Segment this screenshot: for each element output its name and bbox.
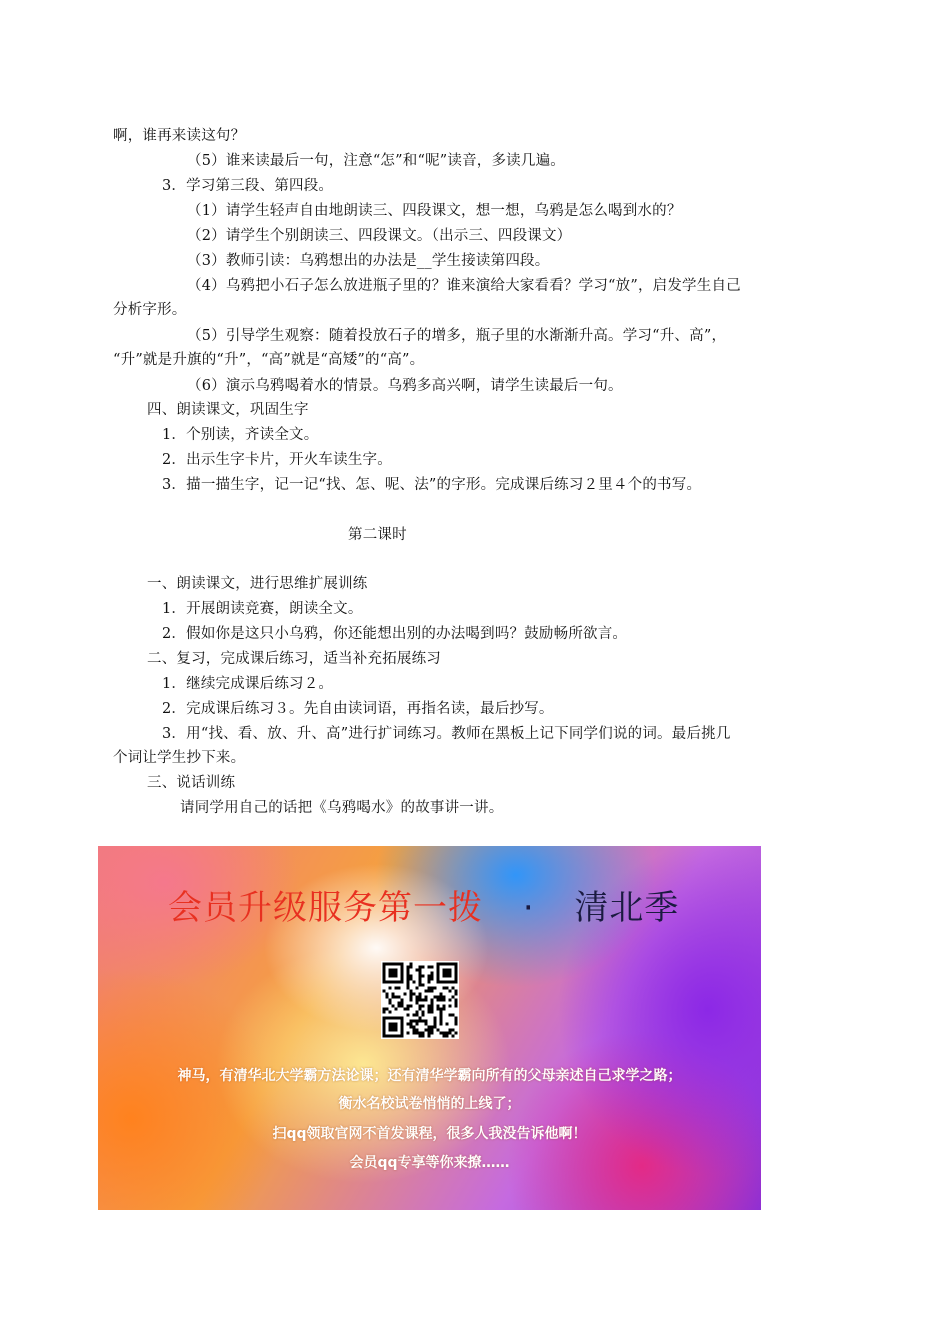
doc-line: 3．用“找、看、放、升、高”进行扩词练习。教师在黑板上记下同学们说的词。最后挑几 xyxy=(162,726,731,742)
doc-line: （5）引导学生观察：随着投放石子的增多，瓶子里的水渐渐升高。学习“升、高”， xyxy=(187,328,727,344)
qr-code-icon[interactable] xyxy=(381,961,459,1039)
doc-line: 1．开展朗读竞赛，朗读全文。 xyxy=(162,601,363,617)
section-heading: 三、说话训练 xyxy=(147,775,236,791)
doc-line: （5）谁来读最后一句，注意“怎”和“呢”读音，多读几遍。 xyxy=(187,153,565,169)
section-heading: 一、朗读课文，进行思维扩展训练 xyxy=(147,576,368,592)
doc-line: 2．完成课后练习３。先自由读词语，再指名读，最后抄写。 xyxy=(162,701,554,717)
doc-line: （2）请学生个别朗读三、四段课文。（出示三、四段课文） xyxy=(187,228,572,244)
doc-line: “升”就是升旗的“升”，“高”就是“高矮”的“高”。 xyxy=(113,352,425,368)
doc-line: （6）演示乌鸦喝着水的情景。乌鸦多高兴啊，请学生读最后一句。 xyxy=(187,378,623,394)
doc-line: 啊，谁再来读这句？ xyxy=(113,128,246,144)
doc-line: （1）请学生轻声自由地朗读三、四段课文，想一想，乌鸦是怎么喝到水的？ xyxy=(187,203,682,219)
doc-line: （3）教师引读：乌鸦想出的办法是__学生接读第四段。 xyxy=(187,253,550,269)
banner-title-main: 会员升级服务第一拨 xyxy=(168,888,483,928)
banner-title xyxy=(168,886,679,930)
promo-banner[interactable] xyxy=(98,846,761,1210)
doc-line: 3．学习第三段、第四段。 xyxy=(162,178,334,194)
doc-line: 请同学用自己的话把《乌鸦喝水》的故事讲一讲。 xyxy=(180,800,504,816)
section-heading: 二、复习，完成课后练习，适当补充拓展练习 xyxy=(147,651,441,667)
doc-line: （4）乌鸦把小石子怎么放进瓶子里的？谁来演给大家看看？学习“放”，启发学生自己 xyxy=(187,278,741,294)
lesson-title: 第二课时 xyxy=(348,527,407,543)
banner-title-season: 清北季 xyxy=(574,888,680,928)
banner-sub-line: 会员qq专享等你来撩…… xyxy=(349,1155,510,1171)
doc-line: 3．描一描生字，记一记“找、怎、呢、法”的字形。完成课后练习２里４个的书写。 xyxy=(162,477,702,493)
doc-line: 个词让学生抄下来。 xyxy=(113,750,246,766)
banner-sub-line: 神马，有清华北大学霸方法论课；还有清华学霸向所有的父母亲述自己求学之路； xyxy=(177,1068,682,1084)
doc-line: 1．继续完成课后练习２。 xyxy=(162,676,334,692)
banner-sub-line: 扫qq领取官网不首发课程，很多人我没告诉他啊！ xyxy=(272,1126,587,1142)
banner-title-separator: · xyxy=(522,888,535,928)
doc-line: 1．个别读，齐读全文。 xyxy=(162,427,319,443)
doc-line: 2．假如你是这只小乌鸦，你还能想出别的办法喝到吗？鼓励畅所欲言。 xyxy=(162,626,628,642)
doc-line: 分析字形。 xyxy=(113,302,187,318)
banner-sub-line: 衡水名校试卷悄悄的上线了； xyxy=(338,1096,521,1112)
section-heading: 四、朗读课文，巩固生字 xyxy=(147,402,309,418)
doc-line: 2．出示生字卡片，开火车读生字。 xyxy=(162,452,392,468)
